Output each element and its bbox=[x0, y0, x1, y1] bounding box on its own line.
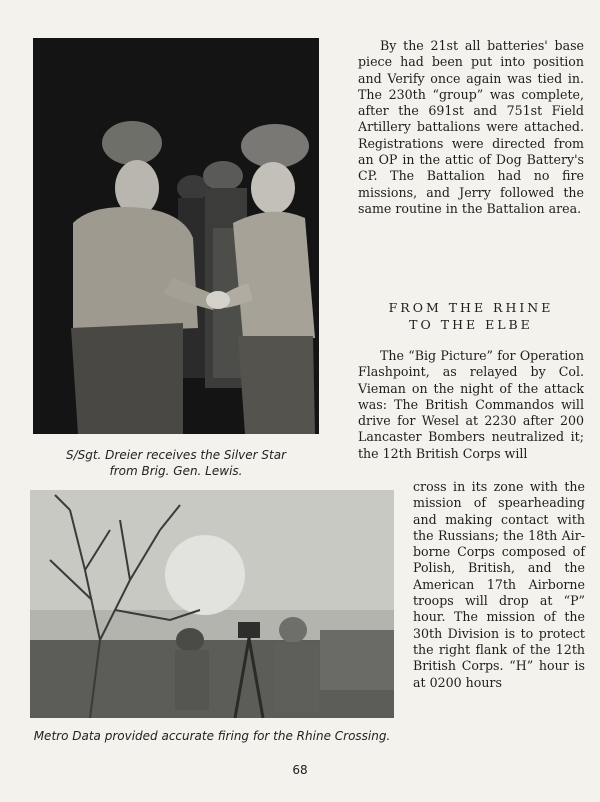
page-number: 68 bbox=[292, 763, 308, 777]
section-heading-line2: TO THE ELBE bbox=[409, 317, 533, 332]
section-heading-line1: FROM THE RHINE bbox=[388, 300, 554, 315]
top-photo-caption-line2: from Brig. Gen. Lewis. bbox=[109, 464, 243, 478]
paragraph-big-picture: The “Big Picture” for Operation Flashpoint, as relayed by Col. Vieman on the night of the attack was: The British Commandos will drive for Wesel at 2230 after 200 Lancaster Bombers neutralized it; the 12th British Corps will bbox=[358, 348, 584, 461]
silver-star-ceremony-photo bbox=[33, 38, 319, 434]
top-photo-caption bbox=[33, 447, 319, 479]
section-heading bbox=[358, 299, 584, 333]
top-photo-caption-line1: S/Sgt. Dreier receives the Silver Star bbox=[65, 448, 287, 462]
paragraph-big-picture-continued: cross in its zone with the mission of spearheading and making contact with the Russians; the 18th Airborne Corps composed of Polish, British, and the American 17th Airborne troops will drop at “P” hour. The mission of the 30th Division is to protect the right flank of the 12th British Corps. “H” hour is at 0200 hours bbox=[413, 479, 585, 690]
metro-data-photo bbox=[30, 490, 394, 718]
bottom-photo-caption: Metro Data provided accurate firing for the Rhine Crossing. bbox=[33, 729, 391, 743]
paragraph-batteries: By the 21st all batteries' base piece had been put into position and Verify once again was tied in. The 230th “group” was complete, after the 691st and 751st Field Artillery battalions were attached. Registrations were directed from an OP in the attic of Dog Battery's CP. The Battalion had no fire missions, and Jerry followed the same routine in the Battalion area. bbox=[358, 38, 584, 216]
